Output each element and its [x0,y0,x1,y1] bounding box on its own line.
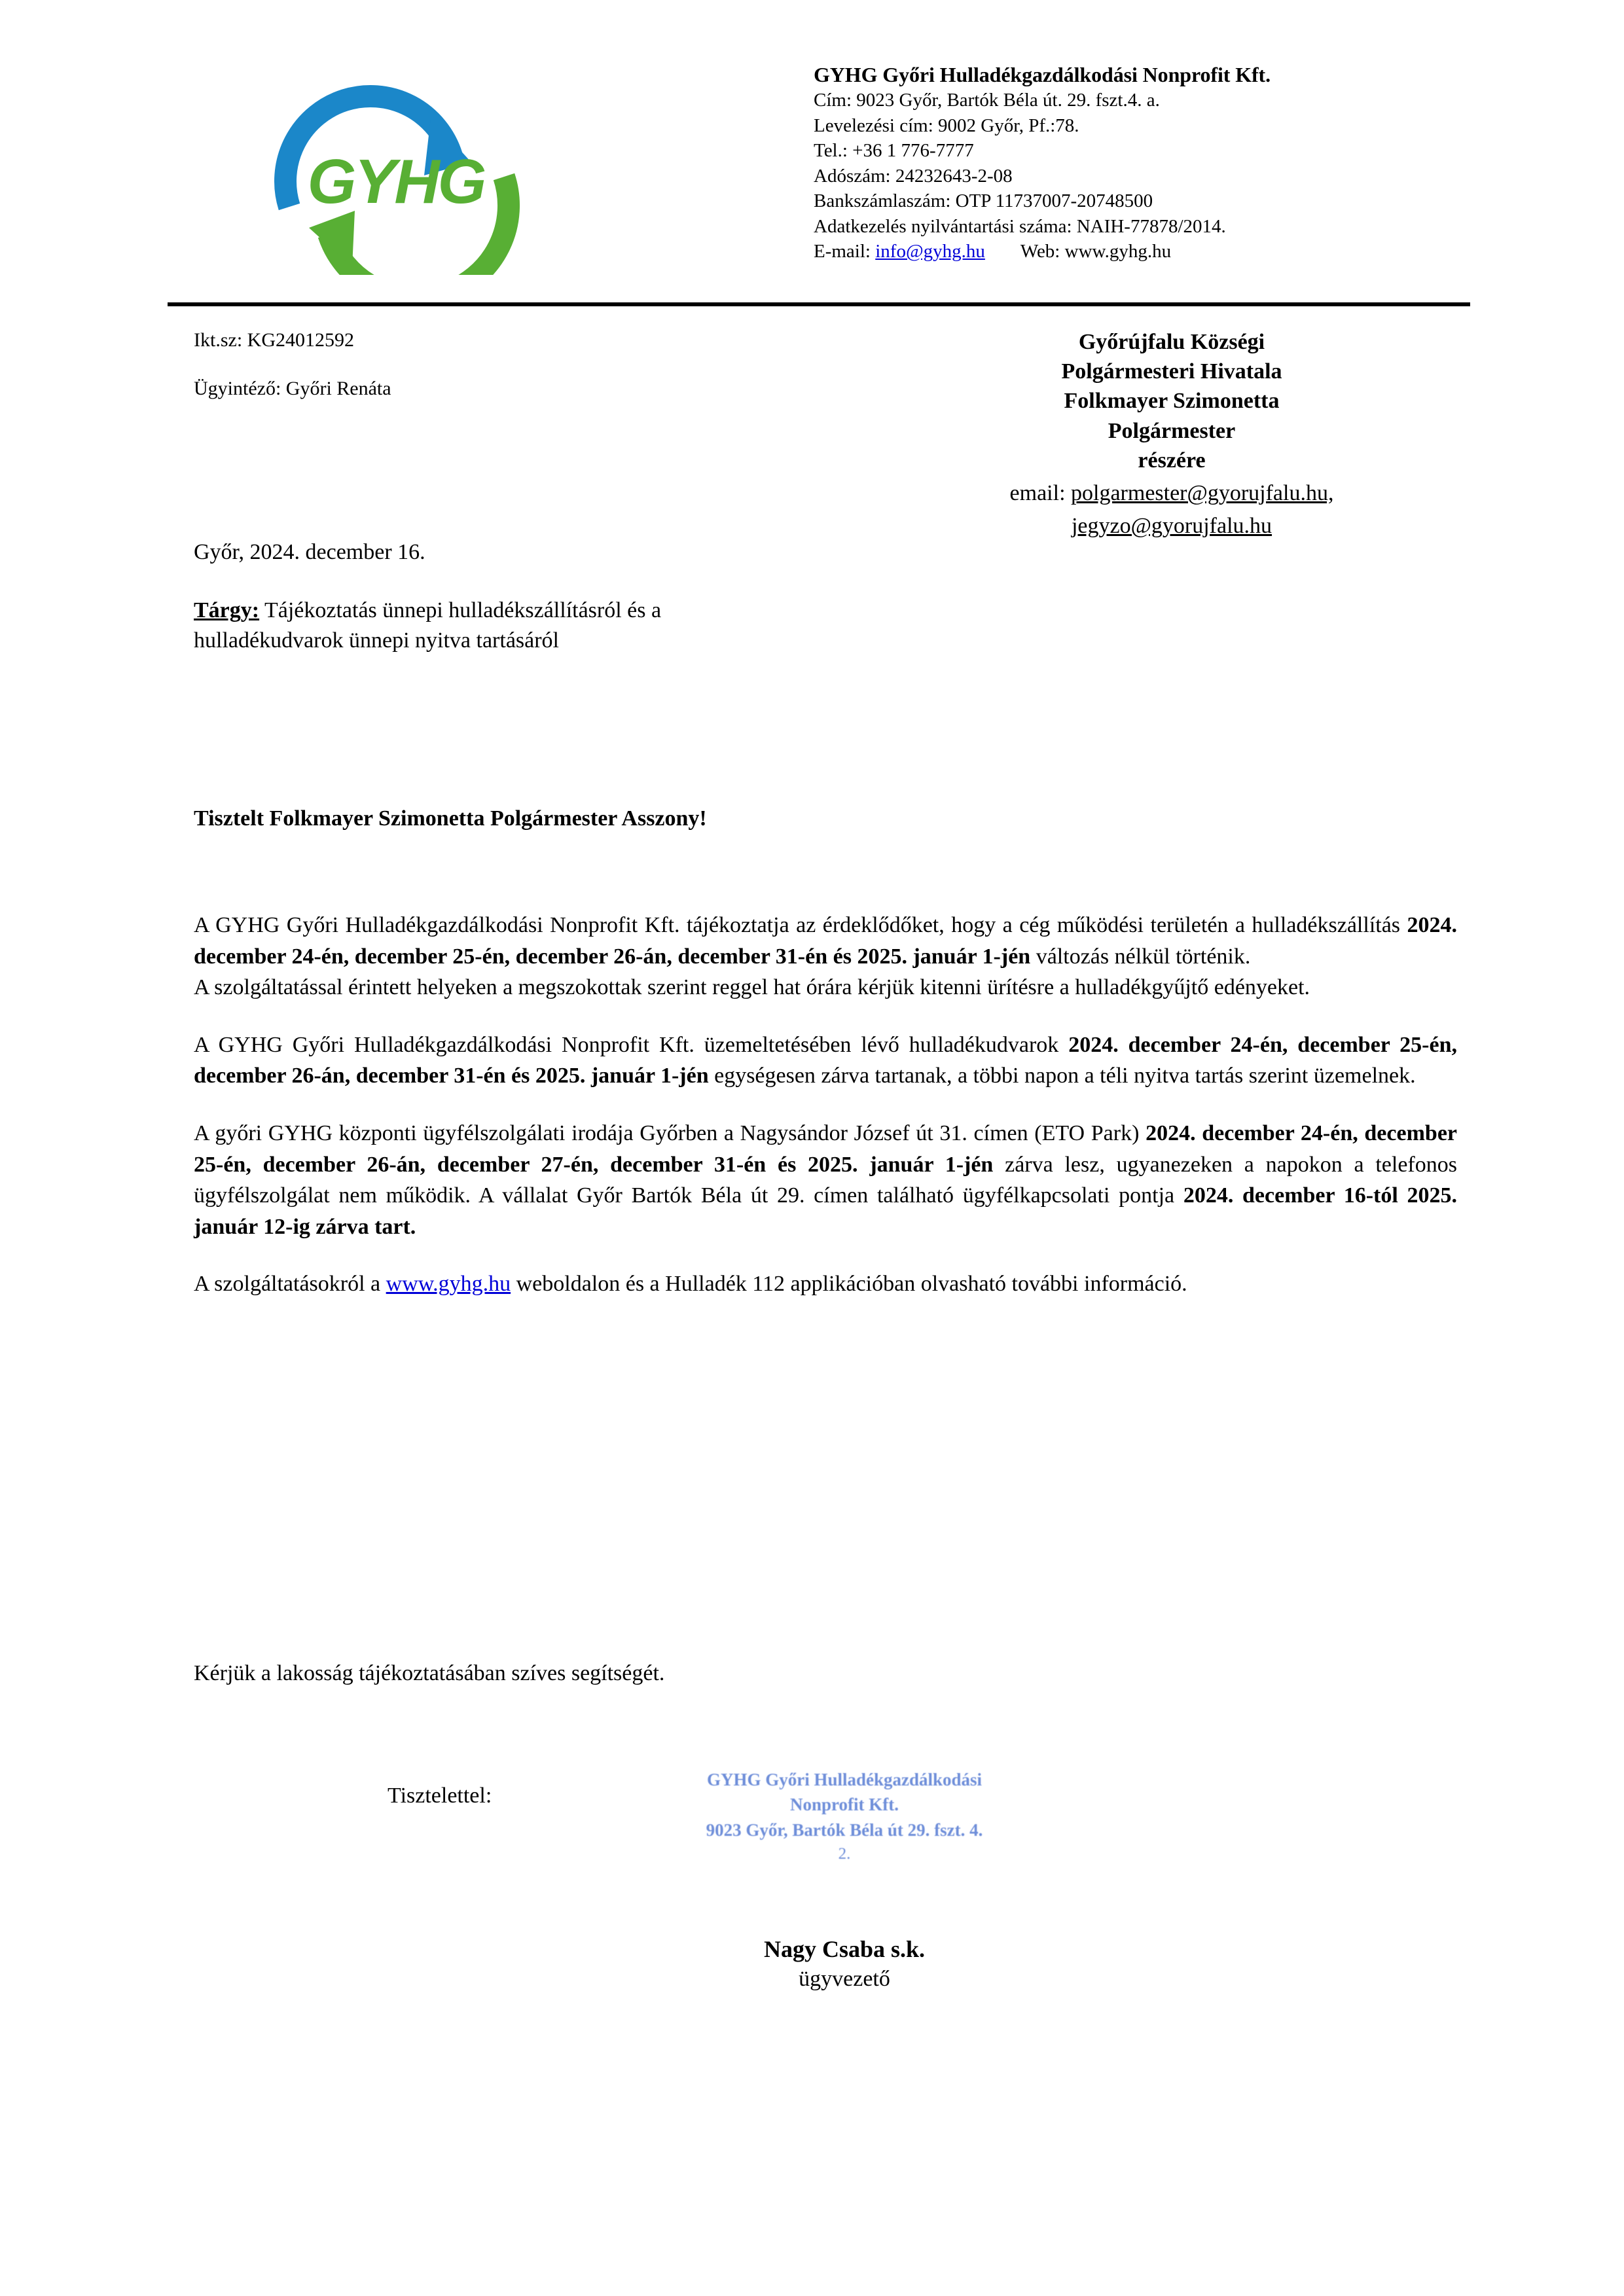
closing-request: Kérjük a lakosság tájékoztatásában szíves segítségét. [194,1661,665,1685]
email-label: E-mail: [814,241,871,262]
recipient-person-name: Folkmayer Szimonetta [1064,389,1280,414]
stamp-line-1: GYHG Győri Hulladékgazdálkodási [706,1770,983,1789]
p1-segment-b: változás nélkül történik. [1030,944,1251,969]
p2-segment-a: A GYHG Győri Hulladékgazdálkodási Nonprofit Kft. üzemeltetésében lévő hulladékudvarok [194,1032,1069,1057]
recipient-block [890,327,1453,541]
body-paragraph-1 [194,910,1457,972]
company-tax-number: Adószám: 24232643-2-08 [814,165,1013,187]
subject-block [194,596,763,655]
p1-segment-c: A szolgáltatással érintett helyeken a megszokottak szerint reggel hat órára kérjük kitenni ürítésre a hulladékgyűjtő edényeket. [194,975,1310,1000]
company-mailing-address: Levelezési cím: 9002 Győr, Pf.:78. [814,115,1079,136]
web-label: Web: [1020,241,1060,262]
footer [0,2081,1624,2296]
p2-segment-b: egységesen zárva tartanak, a többi napon a téli nyitva tartás szerint üzemelnek. [708,1064,1416,1088]
company-contact-row [814,239,1475,264]
p2-bold-dates: 2024. december 24-én, december 25-én, december 26-án, december 31-én és 2025. január 1-jén [194,1032,1458,1088]
p3-segment-b: zárva lesz, ugyanezeken a napokon a telefonos ügyfélszolgálat nem működik. A vállalat Győr Bartók Béla út 29. címen található ügyfélkapcsolati pontja [194,1152,1457,1208]
gyhg-logo-icon [255,79,537,275]
gyhg-website-link[interactable]: www.gyhg.hu [386,1272,511,1297]
salutation: Tisztelt Folkmayer Szimonetta Polgármester Asszony! [194,806,707,831]
case-number: Ikt.sz: KG24012592 [194,329,354,351]
recipient-email-primary[interactable]: polgarmester@gyorujfalu.hu, [1071,481,1334,506]
company-name: GYHG Győri Hulladékgazdálkodási Nonprofit Kft. [814,63,1271,86]
regards-line: Tisztelettel: [388,1784,492,1808]
gyhg-logo [255,79,537,275]
letterhead [0,0,1624,308]
recipient-email-label: email: [1009,481,1066,506]
company-email-link[interactable]: info@gyhg.hu [875,241,985,262]
stamp-line-2: Nonprofit Kft. [790,1795,899,1815]
stamp-line-3: 9023 Győr, Bartók Béla út 29. fszt. 4. [706,1820,983,1840]
company-info [814,62,1475,264]
body-paragraph-1b [194,972,1457,1003]
signer-name: Nagy Csaba s.k. [763,1936,926,1962]
company-web-value: www.gyhg.hu [1064,241,1172,262]
recipient-title: Polgármester [1108,418,1236,443]
recipient-email-row-2 [890,512,1453,541]
stamp-line-4: 2. [838,1844,851,1863]
signer-role: ügyvezető [799,1966,890,1991]
company-phone: Tel.: +36 1 776-7777 [814,140,974,162]
recipient-organization-line2: Polgármesteri Hivatala [1061,359,1282,384]
recipient-email-row [890,479,1453,508]
company-address: Cím: 9023 Győr, Bartók Béla út. 29. fszt.4. a. [814,90,1160,111]
recipient-organization-line1: Győrújfalu Községi [1078,330,1265,354]
p3-bold-dates-2: 2024. december 16-tól 2025. január 12-ig zárva tart. [194,1183,1457,1239]
recipient-email-secondary[interactable]: jegyzo@gyorujfalu.hu [1071,514,1272,539]
signer-block [648,1934,1041,1994]
body-paragraph-2 [194,1030,1457,1092]
letter-body [194,910,1457,1326]
p1-bold-dates: 2024. december 24-én, december 25-én, december 26-án, december 31-én és 2025. január 1-jén [194,913,1457,969]
company-bank-account: Bankszámlaszám: OTP 11737007-20748500 [814,190,1153,212]
p3-segment-a: A győri GYHG központi ügyfélszolgálati irodája Győrben a Nagysándor József út 31. címen (ETO Park) [194,1121,1146,1145]
body-paragraph-3 [194,1118,1457,1242]
body-paragraph-4 [194,1268,1457,1300]
company-stamp [648,1767,1041,1865]
recipient-attention: részére [1138,448,1206,473]
company-data-registration: Adatkezelés nyilvántartási száma: NAIH-77878/2014. [814,215,1226,237]
p4-segment-a: A szolgáltatásokról a [194,1272,386,1297]
p4-segment-b: weboldalon és a Hulladék 112 applikációban olvasható további információ. [511,1272,1187,1297]
subject-label: Tárgy: [194,598,260,622]
clerk-name: Ügyintéző: Győri Renáta [194,378,391,399]
p1-segment-a: A GYHG Győri Hulladékgazdálkodási Nonprofit Kft. tájékoztatja az érdeklődőket, hogy a cég működési területén a hulladékszállítás [194,913,1407,937]
subject-text: Tájékoztatás ünnepi hulladékszállításról és a hulladékudvarok ünnepi nyitva tartásáról [194,598,662,653]
p3-bold-dates-1: 2024. december 24-én, december 25-én, december 26-án, december 27-én, december 31-én és 2025. január 1-jén [194,1121,1457,1177]
reference-block [194,331,731,427]
gyhg-logo-wordmark: GYHG [307,147,485,217]
header-divider [168,302,1470,306]
date-line: Győr, 2024. december 16. [194,540,425,564]
